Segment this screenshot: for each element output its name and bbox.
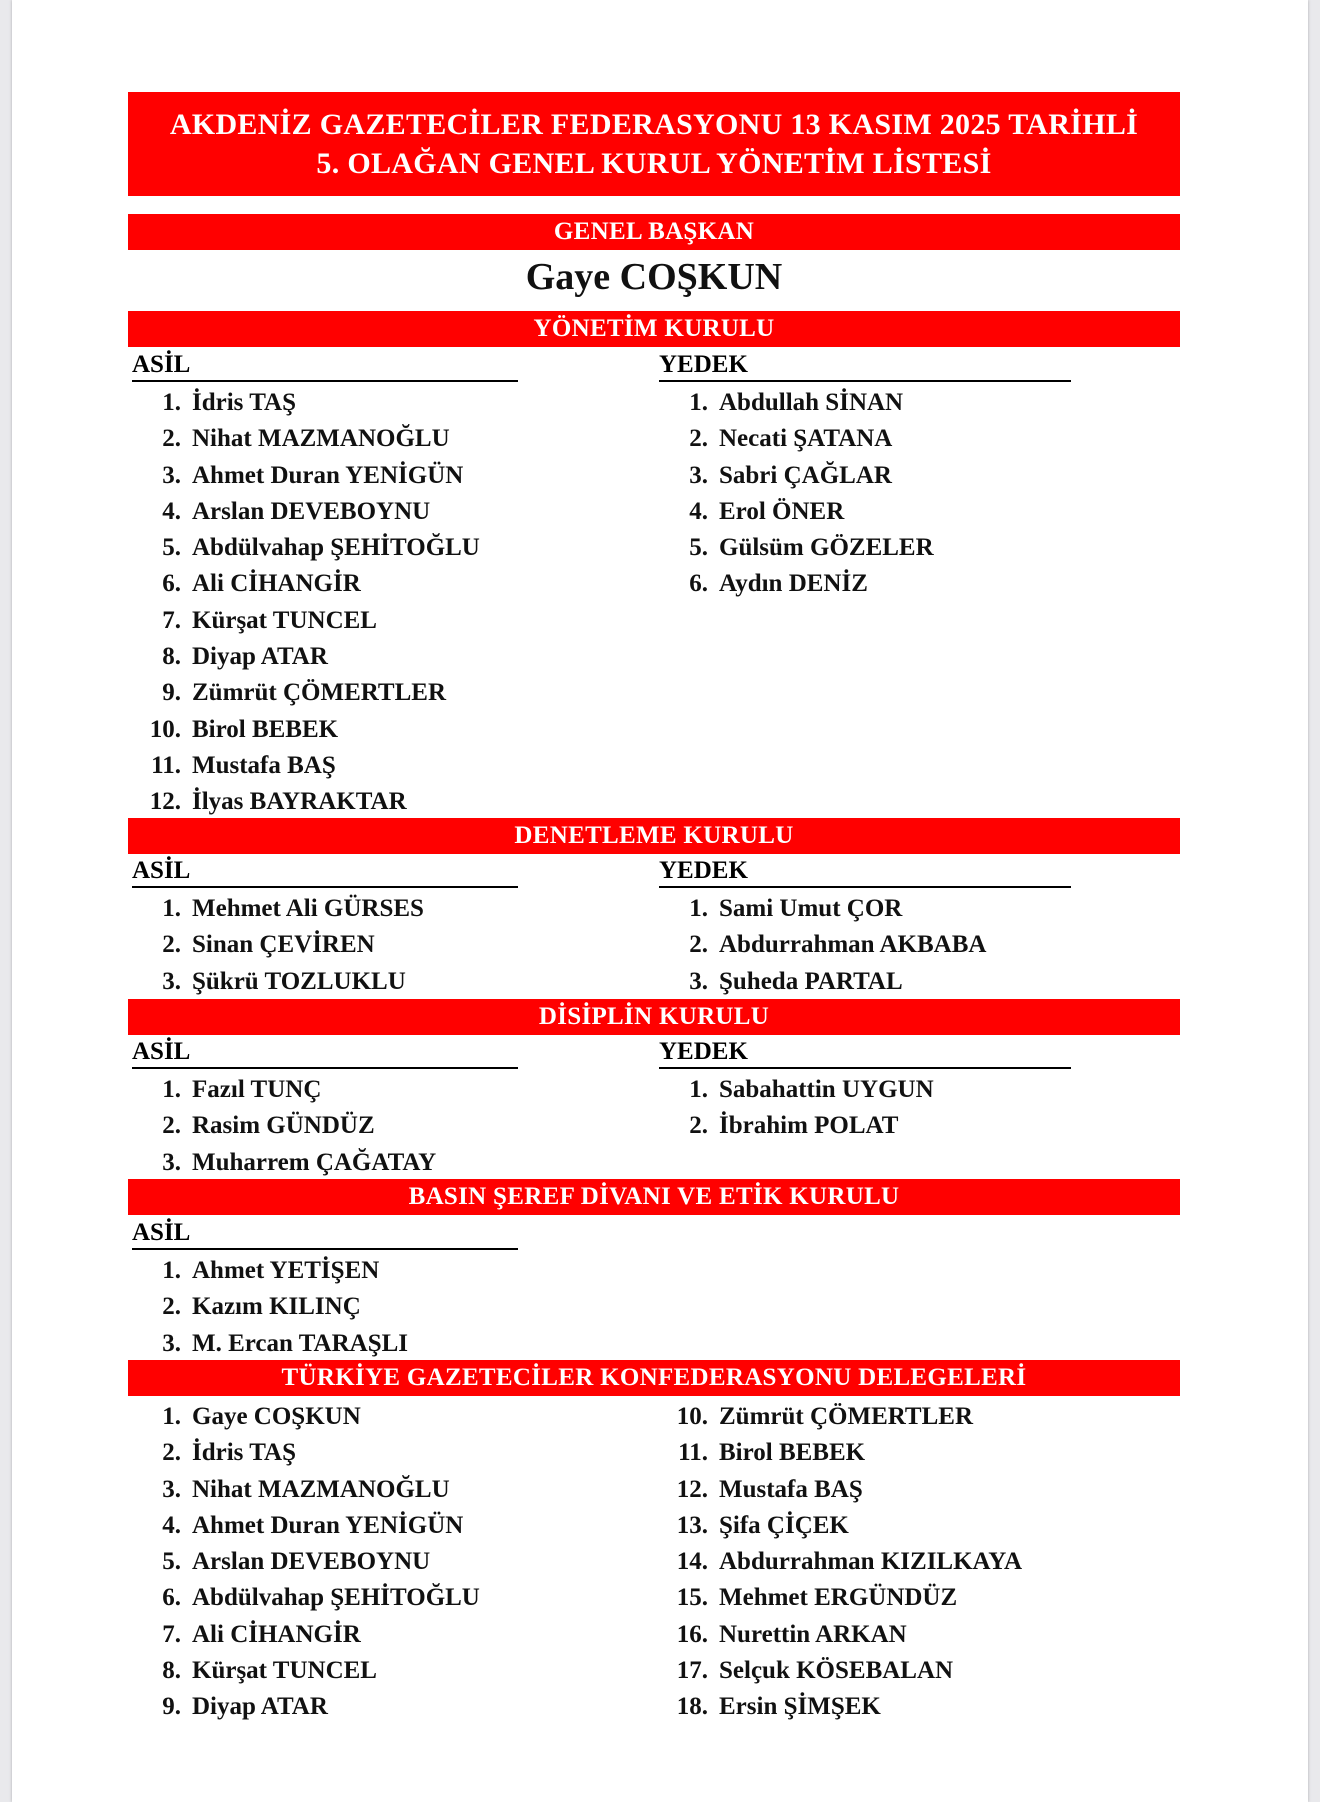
item-number: 1. bbox=[162, 389, 181, 416]
member-name: Fazıl TUNÇ bbox=[192, 1076, 322, 1103]
document-title-banner bbox=[128, 92, 1180, 196]
item-number: 11. bbox=[678, 1439, 708, 1467]
list-item bbox=[659, 1544, 1022, 1580]
member-name: Ersin ŞİMŞEK bbox=[719, 1693, 881, 1721]
member-name: Gaye COŞKUN bbox=[192, 1403, 361, 1430]
list-item bbox=[132, 639, 480, 675]
member-name: Sinan ÇEVİREN bbox=[192, 931, 375, 959]
member-name: Şifa ÇİÇEK bbox=[719, 1511, 849, 1539]
member-name: Birol BEBEK bbox=[192, 715, 339, 743]
item-number: 15. bbox=[676, 1584, 708, 1612]
member-name: Kazım KILINÇ bbox=[192, 1293, 361, 1321]
member-name: Gülsüm GÖZELER bbox=[719, 534, 934, 562]
member-name: Nihat MAZMANOĞLU bbox=[192, 1475, 450, 1503]
item-number: 1. bbox=[689, 389, 708, 416]
member-name: Abdurrahman KIZILKAYA bbox=[719, 1548, 1023, 1576]
item-number: 11. bbox=[151, 751, 181, 779]
item-number: 6. bbox=[162, 570, 181, 598]
list-item bbox=[132, 1472, 480, 1508]
member-name: Muharrem ÇAĞATAY bbox=[192, 1148, 437, 1176]
item-number: 3. bbox=[162, 1148, 181, 1176]
section-denetleme-header: DENETLEME KURULU bbox=[128, 818, 1180, 854]
item-number: 4. bbox=[162, 1511, 181, 1539]
list-item bbox=[132, 530, 480, 566]
delegeler-left-list bbox=[132, 1399, 480, 1726]
member-name: Ali CİHANGİR bbox=[192, 1620, 361, 1648]
list-item bbox=[132, 566, 480, 602]
member-name: İlyas BAYRAKTAR bbox=[192, 788, 407, 816]
item-number: 3. bbox=[162, 967, 181, 995]
list-item bbox=[132, 964, 424, 1000]
list-item bbox=[132, 458, 480, 494]
item-number: 2. bbox=[162, 1293, 181, 1321]
list-item bbox=[659, 1508, 1022, 1544]
member-name: İdris TAŞ bbox=[192, 389, 296, 416]
member-name: Abdurrahman AKBABA bbox=[719, 931, 987, 959]
list-item bbox=[659, 891, 986, 927]
section-president-header: GENEL BAŞKAN bbox=[128, 214, 1180, 250]
item-number: 3. bbox=[162, 1329, 181, 1357]
item-number: 2. bbox=[689, 425, 708, 453]
member-name: Aydın DENİZ bbox=[719, 570, 868, 598]
item-number: 3. bbox=[689, 967, 708, 995]
item-number: 10. bbox=[149, 715, 181, 743]
list-item bbox=[659, 458, 934, 494]
member-name: Mehmet Ali GÜRSES bbox=[192, 895, 424, 922]
member-name: Arslan DEVEBOYNU bbox=[192, 497, 431, 525]
yonetim-yedek-heading: YEDEK bbox=[659, 350, 1071, 382]
member-name: Diyap ATAR bbox=[192, 1693, 328, 1721]
item-number: 13. bbox=[676, 1511, 708, 1539]
yonetim-asil-heading: ASİL bbox=[132, 350, 518, 382]
disiplin-asil-list bbox=[132, 1072, 436, 1181]
list-item bbox=[659, 1580, 1022, 1616]
item-number: 2. bbox=[162, 1112, 181, 1140]
denetleme-yedek-list bbox=[659, 891, 986, 1000]
list-item bbox=[132, 1689, 480, 1725]
item-number: 9. bbox=[162, 1693, 181, 1721]
list-item bbox=[132, 1544, 480, 1580]
member-name: Zümrüt ÇÖMERTLER bbox=[719, 1403, 974, 1430]
member-name: Arslan DEVEBOYNU bbox=[192, 1548, 431, 1576]
member-name: Ahmet Duran YENİGÜN bbox=[192, 1511, 464, 1539]
item-number: 3. bbox=[689, 461, 708, 489]
member-name: Şükrü TOZLUKLU bbox=[192, 967, 406, 995]
list-item bbox=[659, 530, 934, 566]
list-item bbox=[659, 1072, 934, 1108]
item-number: 14. bbox=[676, 1548, 708, 1576]
item-number: 12. bbox=[149, 788, 181, 816]
document-page bbox=[12, 0, 1308, 1802]
list-item bbox=[132, 1399, 480, 1435]
item-number: 18. bbox=[676, 1693, 708, 1721]
item-number: 3. bbox=[162, 461, 181, 489]
member-name: Ahmet Duran YENİGÜN bbox=[192, 461, 464, 489]
section-seref-header: BASIN ŞEREF DİVANI VE ETİK KURULU bbox=[128, 1179, 1180, 1215]
item-number: 6. bbox=[162, 1584, 181, 1612]
list-item bbox=[132, 784, 480, 820]
item-number: 1. bbox=[162, 1257, 181, 1284]
list-item bbox=[132, 421, 480, 457]
list-item bbox=[659, 421, 934, 457]
member-name: Şuheda PARTAL bbox=[719, 967, 903, 995]
list-item bbox=[659, 566, 934, 602]
member-name: Kürşat TUNCEL bbox=[192, 606, 377, 634]
list-item bbox=[132, 1508, 480, 1544]
member-name: Abdülvahap ŞEHİTOĞLU bbox=[192, 534, 480, 562]
list-item bbox=[659, 1108, 934, 1144]
member-name: İbrahim POLAT bbox=[719, 1112, 899, 1140]
item-number: 2. bbox=[689, 931, 708, 959]
list-item bbox=[659, 1435, 1022, 1471]
item-number: 2. bbox=[162, 1439, 181, 1467]
member-name: Erol ÖNER bbox=[719, 497, 845, 525]
item-number: 4. bbox=[162, 497, 181, 525]
list-item bbox=[132, 1653, 480, 1689]
title-line-1: AKDENİZ GAZETECİLER FEDERASYONU 13 KASIM 2025 TARİHLİ bbox=[169, 108, 1139, 141]
item-number: 5. bbox=[162, 534, 181, 562]
list-item bbox=[659, 385, 934, 421]
member-name: Mustafa BAŞ bbox=[192, 751, 336, 779]
list-item bbox=[132, 1145, 436, 1181]
member-name: Mehmet ERGÜNDÜZ bbox=[719, 1584, 958, 1612]
list-item bbox=[659, 964, 986, 1000]
list-item bbox=[132, 675, 480, 711]
member-name: Sami Umut ÇOR bbox=[719, 895, 903, 922]
section-disiplin-header: DİSİPLİN KURULU bbox=[128, 999, 1180, 1035]
list-item bbox=[132, 1435, 480, 1471]
list-item bbox=[659, 1617, 1022, 1653]
list-item bbox=[132, 712, 480, 748]
item-number: 4. bbox=[689, 497, 708, 525]
item-number: 7. bbox=[162, 1620, 181, 1648]
list-item bbox=[132, 1326, 408, 1362]
list-item bbox=[659, 1653, 1022, 1689]
list-item bbox=[132, 1617, 480, 1653]
item-number: 5. bbox=[162, 1548, 181, 1576]
list-item bbox=[132, 1580, 480, 1616]
member-name: Abdullah SİNAN bbox=[719, 389, 904, 416]
item-number: 1. bbox=[162, 1076, 181, 1103]
item-number: 8. bbox=[162, 643, 181, 671]
member-name: Selçuk KÖSEBALAN bbox=[719, 1657, 954, 1685]
item-number: 7. bbox=[162, 606, 181, 634]
seref-asil-heading: ASİL bbox=[132, 1218, 518, 1250]
member-name: Necati ŞATANA bbox=[719, 425, 893, 453]
list-item bbox=[132, 1253, 408, 1289]
member-name: Zümrüt ÇÖMERTLER bbox=[192, 679, 447, 707]
item-number: 1. bbox=[162, 1403, 181, 1430]
delegeler-right-list bbox=[659, 1399, 1022, 1726]
item-number: 16. bbox=[676, 1620, 708, 1648]
seref-asil-list bbox=[132, 1253, 408, 1362]
yonetim-asil-list bbox=[132, 385, 480, 821]
item-number: 10. bbox=[676, 1403, 708, 1430]
list-item bbox=[659, 927, 986, 963]
denetleme-asil-heading: ASİL bbox=[132, 856, 518, 888]
title-line-2: 5. OLAĞAN GENEL KURUL YÖNETİM LİSTESİ bbox=[316, 147, 992, 180]
member-name: Ahmet YETİŞEN bbox=[192, 1257, 380, 1284]
list-item bbox=[132, 1289, 408, 1325]
member-name: Sabahattin UYGUN bbox=[719, 1076, 934, 1103]
section-delegeler-header: TÜRKİYE GAZETECİLER KONFEDERASYONU DELEGELERİ bbox=[128, 1360, 1180, 1396]
member-name: Ali CİHANGİR bbox=[192, 570, 361, 598]
disiplin-yedek-list bbox=[659, 1072, 934, 1145]
list-item bbox=[132, 603, 480, 639]
list-item bbox=[659, 1689, 1022, 1725]
yonetim-yedek-list bbox=[659, 385, 934, 603]
item-number: 2. bbox=[689, 1112, 708, 1140]
denetleme-asil-list bbox=[132, 891, 424, 1000]
item-number: 2. bbox=[162, 931, 181, 959]
president-name: Gaye COŞKUN bbox=[525, 256, 783, 298]
section-yonetim-header: YÖNETİM KURULU bbox=[128, 311, 1180, 347]
member-name: Sabri ÇAĞLAR bbox=[719, 461, 892, 489]
item-number: 9. bbox=[162, 679, 181, 707]
member-name: Nihat MAZMANOĞLU bbox=[192, 425, 450, 453]
member-name: M. Ercan TARAŞLI bbox=[192, 1329, 409, 1357]
item-number: 8. bbox=[162, 1657, 181, 1685]
list-item bbox=[132, 494, 480, 530]
list-item bbox=[132, 385, 480, 421]
list-item bbox=[132, 748, 480, 784]
member-name: Birol BEBEK bbox=[719, 1439, 866, 1467]
item-number: 17. bbox=[676, 1657, 708, 1685]
member-name: Diyap ATAR bbox=[192, 643, 328, 671]
member-name: Nurettin ARKAN bbox=[719, 1620, 907, 1648]
item-number: 2. bbox=[162, 425, 181, 453]
list-item bbox=[132, 1072, 436, 1108]
item-number: 12. bbox=[676, 1475, 708, 1503]
item-number: 1. bbox=[689, 895, 708, 922]
denetleme-yedek-heading: YEDEK bbox=[659, 856, 1071, 888]
disiplin-asil-heading: ASİL bbox=[132, 1037, 518, 1069]
member-name: Abdülvahap ŞEHİTOĞLU bbox=[192, 1584, 480, 1612]
list-item bbox=[659, 1472, 1022, 1508]
item-number: 3. bbox=[162, 1475, 181, 1503]
list-item bbox=[132, 927, 424, 963]
list-item bbox=[659, 1399, 1022, 1435]
item-number: 5. bbox=[689, 534, 708, 562]
list-item bbox=[659, 494, 934, 530]
item-number: 1. bbox=[162, 895, 181, 922]
item-number: 6. bbox=[689, 570, 708, 598]
disiplin-yedek-heading: YEDEK bbox=[659, 1037, 1071, 1069]
list-item bbox=[132, 891, 424, 927]
item-number: 1. bbox=[689, 1076, 708, 1103]
member-name: Mustafa BAŞ bbox=[719, 1475, 863, 1503]
list-item bbox=[132, 1108, 436, 1144]
member-name: Rasim GÜNDÜZ bbox=[192, 1112, 375, 1140]
member-name: Kürşat TUNCEL bbox=[192, 1657, 377, 1685]
member-name: İdris TAŞ bbox=[192, 1439, 296, 1467]
